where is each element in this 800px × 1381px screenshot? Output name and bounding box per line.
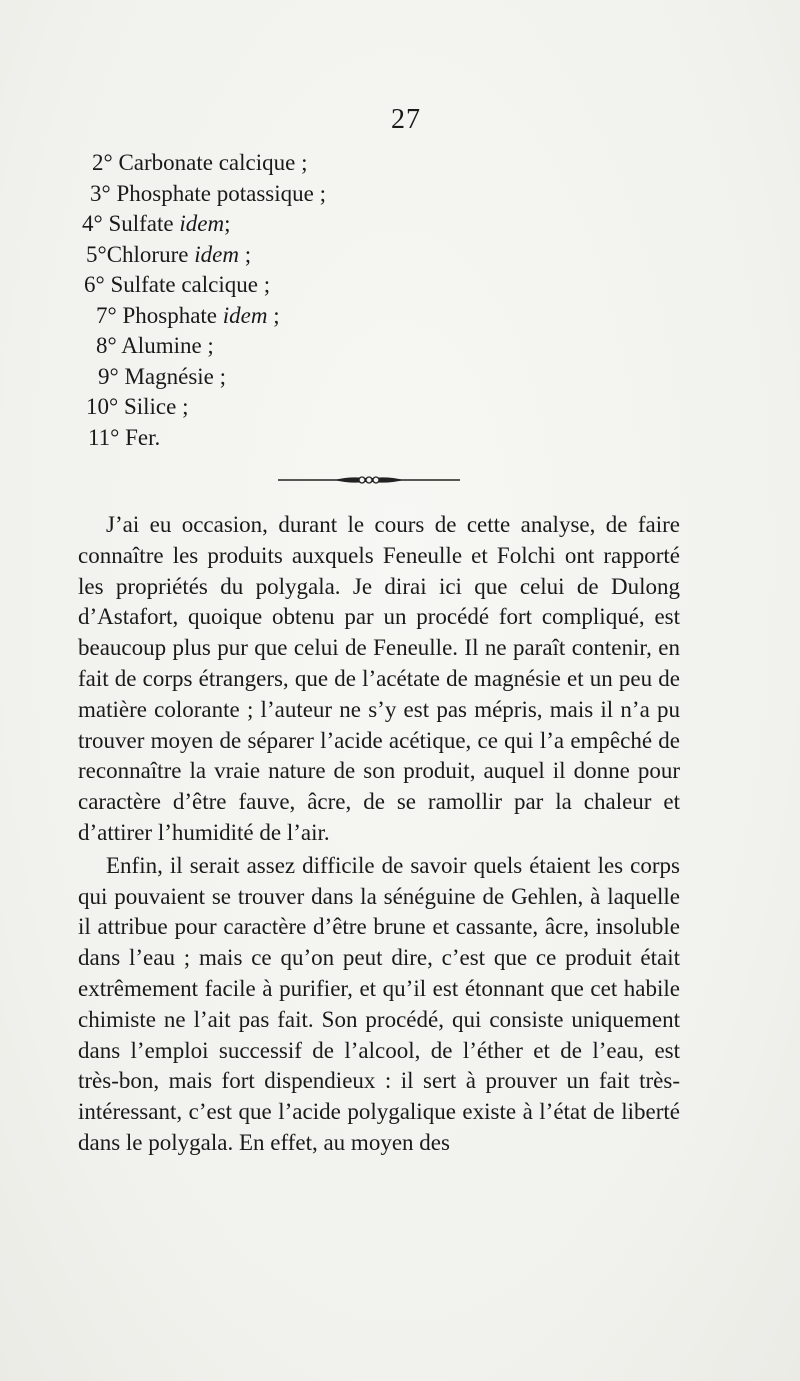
list-item-number: 10° bbox=[86, 394, 119, 419]
list-item bbox=[82, 179, 326, 210]
list-item bbox=[82, 148, 326, 179]
page-number: 27 bbox=[391, 104, 421, 135]
list-item-text: Phosphate potassique ; bbox=[116, 180, 326, 206]
list-item bbox=[82, 362, 326, 393]
list-item-italic: idem bbox=[179, 211, 225, 236]
list-item-number: 11° bbox=[88, 424, 120, 450]
list-item-text: Sulfate calcique ; bbox=[110, 272, 271, 297]
list-item-text: Sulfate bbox=[108, 211, 180, 236]
list-item-number: 5° bbox=[86, 241, 107, 267]
list-item-text: Alumine ; bbox=[121, 333, 214, 358]
list-item bbox=[82, 209, 326, 240]
list-item-text: Silice ; bbox=[123, 394, 189, 419]
list-item-text: Fer. bbox=[125, 424, 161, 450]
component-list bbox=[82, 148, 326, 453]
list-item-number: 6° bbox=[84, 272, 105, 297]
list-item-number: 7° bbox=[96, 302, 117, 328]
list-item bbox=[82, 301, 326, 332]
list-item bbox=[82, 270, 326, 301]
rule-with-dots-ornament-icon bbox=[276, 472, 462, 488]
list-item-text: Carbonate calcique ; bbox=[118, 150, 308, 175]
list-item-text: Phosphate bbox=[122, 302, 223, 328]
list-item-after: ; bbox=[224, 211, 231, 236]
list-item bbox=[82, 392, 326, 423]
list-item-number: 8° bbox=[96, 333, 117, 358]
list-item-after: ; bbox=[238, 241, 252, 267]
list-item-number: 3° bbox=[90, 180, 111, 206]
list-item bbox=[82, 240, 326, 271]
list-item-number: 2° bbox=[92, 150, 113, 175]
list-item-italic: idem bbox=[222, 302, 268, 328]
paragraph: Enfin, il serait assez difficile de savoir quels étaient les corps qui pouvaient se trouver dans la sénéguine de Gehlen, à laquelle il attribue pour caractère d’être brune et cassante, âcre, insoluble dans l’eau ; mais ce qu’on peut dire, c’est que ce produit était extrêmement facile à purifier, et qu’il est étonnant que cet habile chimiste ne l’ait pas fait. Son procédé, qui consiste uniquement dans l’emploi successif de l’alcool, de l’éther et de l’eau, est très-bon, mais fort dispendieux : il sert à prouver un fait très-intéressant, c’est que l’acide polygalique existe à l’état de liberté dans le polygala. En effet, au moyen des bbox=[78, 852, 680, 1155]
list-item bbox=[82, 423, 326, 454]
body-text bbox=[78, 510, 680, 1159]
list-item-text: Chlorure bbox=[106, 241, 195, 267]
list-item-after: ; bbox=[267, 302, 280, 328]
list-item-italic: idem bbox=[194, 241, 239, 267]
list-item-number: 9° bbox=[98, 363, 119, 389]
list-item-number: 4° bbox=[82, 211, 103, 236]
list-item-text: Magnésie ; bbox=[124, 363, 227, 389]
list-item bbox=[82, 331, 326, 362]
paragraph: J’ai eu occasion, durant le cours de cette analyse, de faire connaître les produits auxquels Feneulle et Folchi ont rapporté les propriétés du polygala. Je dirai ici que celui de Dulong d’Astafort, quoique obtenu par un procédé fort compliqué, est beaucoup plus pur que celui de Feneulle. Il ne paraît contenir, en fait de corps étrangers, que de l’acétate de magnésie et un peu de matière colorante ; l’auteur ne s’y est pas mépris, mais il n’a pu trouver moyen de séparer l’acide acétique, ce qui l’a empêché de reconnaître la vraie nature de son produit, auquel il donne pour caractère d’être fauve, âcre, de se ramollir par la chaleur et d’attirer l’humidité de l’air. bbox=[78, 512, 680, 845]
